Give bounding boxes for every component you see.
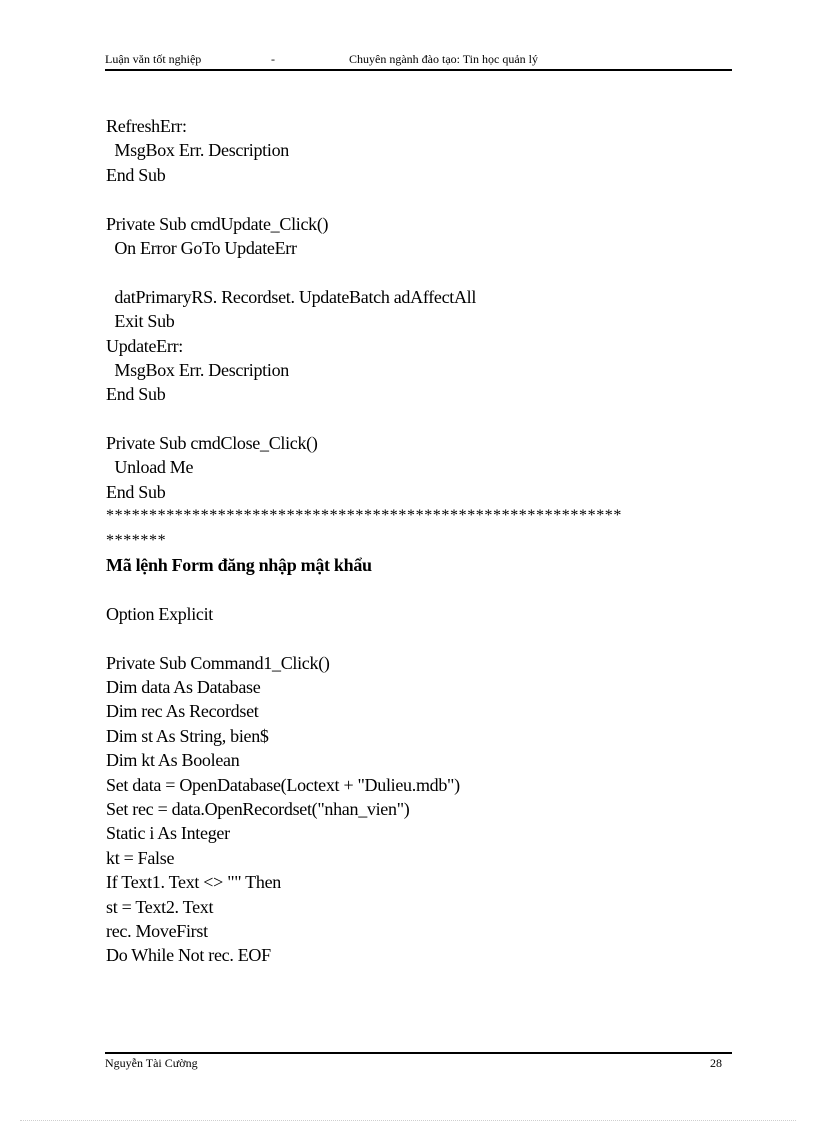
code-line: Dim rec As Recordset (106, 701, 259, 722)
code-line: On Error GoTo UpdateErr (106, 237, 297, 258)
code-line: Exit Sub (106, 311, 175, 332)
document-body (106, 114, 726, 968)
footer-rule (105, 1052, 732, 1054)
page-header (105, 52, 732, 70)
code-line: Dim st As String, bien$ (106, 725, 269, 746)
code-line: Option Explicit (106, 603, 213, 624)
code-line: Set data = OpenDatabase(Loctext + "Dulieu.mdb") (106, 774, 460, 795)
code-line: Set rec = data.OpenRecordset("nhan_vien") (106, 798, 410, 819)
code-line: kt = False (106, 847, 175, 868)
header-separator: - (271, 52, 275, 66)
header-rule (105, 69, 732, 71)
code-line: RefreshErr: (106, 116, 187, 136)
code-line: End Sub (106, 481, 166, 502)
blank-line (106, 577, 726, 601)
blank-line (106, 626, 726, 650)
code-line: End Sub (106, 164, 166, 185)
code-line: rec. MoveFirst (106, 920, 208, 941)
code-line: MsgBox Err. Description (106, 359, 289, 380)
code-line: If Text1. Text <> "" Then (106, 872, 281, 893)
code-line: st = Text2. Text (106, 896, 214, 917)
page-number: 28 (710, 1056, 722, 1070)
code-line: Dim data As Database (106, 676, 261, 697)
code-line: Private Sub Command1_Click() (106, 652, 330, 673)
blank-line (106, 187, 726, 211)
code-line: ******* (106, 531, 167, 549)
header-thesis-label: Luận văn tốt nghiệp (105, 52, 202, 66)
code-line: ************************************************************ (106, 507, 622, 525)
code-line: Dim kt As Boolean (106, 750, 240, 771)
blank-line (106, 407, 726, 431)
code-line: Private Sub cmdUpdate_Click() (106, 213, 329, 234)
code-line: datPrimaryRS. Recordset. UpdateBatch adAffectAll (106, 286, 477, 307)
code-line: End Sub (106, 384, 166, 405)
page-edge (20, 1120, 796, 1121)
code-line: MsgBox Err. Description (106, 140, 289, 161)
section-heading: Mã lệnh Form đăng nhập mật khẩu (106, 555, 372, 576)
code-line: Static i As Integer (106, 823, 230, 844)
footer-author: Nguyễn Tài Cường (105, 1056, 198, 1070)
code-line: Unload Me (106, 457, 194, 478)
code-line: UpdateErr: (106, 335, 183, 356)
blank-line (106, 260, 726, 284)
code-line: Private Sub cmdClose_Click() (106, 433, 318, 454)
header-major-label: Chuyên ngành đào tạo: Tin học quản lý (349, 52, 538, 66)
code-line: Do While Not rec. EOF (106, 945, 271, 966)
